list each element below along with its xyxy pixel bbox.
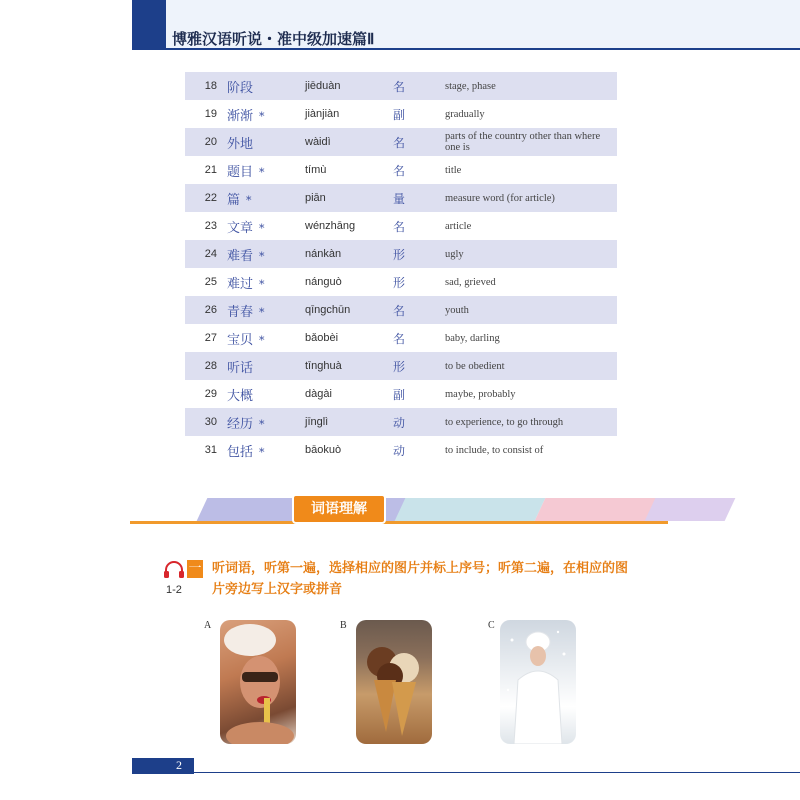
vocab-part-of-speech: 副	[393, 387, 406, 402]
vocab-part-of-speech: 量	[393, 191, 406, 206]
vocab-pinyin: wàidì	[305, 136, 331, 148]
vocab-hanzi: 文章	[227, 220, 254, 236]
vocab-definition: to experience, to go through	[445, 416, 564, 428]
vocab-word	[227, 245, 305, 264]
header-accent-block	[132, 0, 166, 50]
woman-lipstick-illustration	[220, 620, 296, 744]
vocab-row	[185, 240, 617, 268]
exercise-instruction: 听词语，听第一遍，选择相应的图片并标上序号；听第二遍，在相应的图片旁边写上汉字或拼音	[212, 561, 629, 597]
vocab-part-of-speech: 名	[393, 135, 406, 150]
section-title: 词语理解	[292, 494, 386, 524]
vocab-pinyin: nánguò	[305, 276, 342, 288]
section-tab-decoration	[645, 498, 736, 521]
vocab-row	[185, 296, 617, 324]
vocab-word	[227, 357, 305, 376]
vocab-number: 27	[204, 332, 217, 344]
vocab-word	[227, 77, 305, 96]
vocab-definition: parts of the country other than where one is	[445, 131, 601, 153]
vocab-hanzi: 题目	[227, 164, 254, 180]
vocab-hanzi: 渐渐	[227, 108, 254, 124]
vocab-hanzi: 听话	[227, 360, 254, 376]
vocab-number: 20	[204, 136, 217, 148]
vocab-definition: title	[445, 164, 462, 176]
vocab-star: *	[259, 249, 265, 263]
vocab-star: *	[259, 333, 265, 347]
vocab-hanzi: 大概	[227, 388, 254, 404]
vocab-star: *	[259, 109, 265, 123]
vocab-definition: youth	[445, 304, 469, 316]
vocab-word	[227, 189, 305, 208]
vocab-word	[227, 217, 305, 236]
vocab-word	[227, 273, 305, 292]
vocab-pinyin: qīngchūn	[305, 304, 351, 316]
vocab-number: 24	[204, 248, 217, 260]
vocab-part-of-speech: 名	[393, 79, 406, 94]
vocab-hanzi: 难过	[227, 276, 254, 292]
vocab-number: 25	[204, 276, 217, 288]
vocab-word	[227, 413, 305, 432]
vocab-row	[185, 352, 617, 380]
vocab-definition: maybe, probably	[445, 388, 516, 400]
vocab-pinyin: bāokuò	[305, 444, 342, 456]
vocab-word	[227, 105, 305, 124]
vocab-definition: sad, grieved	[445, 276, 496, 288]
page-number: 2	[176, 758, 182, 772]
vocab-part-of-speech: 动	[393, 415, 406, 430]
vocabulary-table	[185, 72, 617, 464]
vocab-hanzi: 经历	[227, 416, 254, 432]
vocab-part-of-speech: 名	[393, 163, 406, 178]
vocab-hanzi: 难看	[227, 248, 254, 264]
vocab-row	[185, 324, 617, 352]
footer-rule	[132, 772, 800, 773]
vocab-number: 23	[204, 220, 217, 232]
vocab-number: 30	[204, 416, 217, 428]
ice-cream-cones-illustration	[356, 620, 432, 744]
vocab-row	[185, 436, 617, 464]
exercise-number: 一	[188, 561, 202, 576]
vocab-part-of-speech: 名	[393, 331, 406, 346]
section-rule	[130, 521, 668, 524]
vocab-word	[227, 133, 305, 152]
page-header	[132, 0, 800, 50]
vocab-word	[227, 301, 305, 320]
vocab-star: *	[259, 221, 265, 235]
vocab-hanzi: 青春	[227, 304, 254, 320]
vocab-pinyin: wénzhāng	[305, 220, 356, 232]
vocab-number: 31	[204, 444, 217, 456]
vocab-hanzi: 包括	[227, 444, 254, 460]
vocab-number: 18	[204, 80, 217, 92]
vocab-number: 28	[204, 360, 217, 372]
vocab-part-of-speech: 形	[393, 247, 406, 262]
vocab-number: 26	[204, 304, 217, 316]
vocab-pinyin: nánkàn	[305, 248, 342, 260]
vocab-pinyin: piān	[305, 192, 326, 204]
vocab-row	[185, 156, 617, 184]
picture-label-c: C	[488, 620, 495, 631]
vocab-row	[185, 408, 617, 436]
picture-label-a: A	[204, 620, 212, 631]
vocab-row	[185, 128, 617, 156]
vocab-star: *	[246, 193, 252, 207]
vocab-star: *	[259, 277, 265, 291]
vocab-part-of-speech: 形	[393, 275, 406, 290]
vocab-row	[185, 184, 617, 212]
vocab-part-of-speech: 动	[393, 443, 406, 458]
vocab-pinyin: bǎobèi	[305, 332, 339, 344]
vocab-pinyin: jiànjiàn	[305, 108, 340, 120]
footer-accent	[132, 758, 194, 774]
vocab-row	[185, 100, 617, 128]
vocab-word	[227, 329, 305, 348]
vocab-part-of-speech: 名	[393, 303, 406, 318]
vocab-definition: to include, to consist of	[445, 444, 544, 456]
vocab-word	[227, 161, 305, 180]
section-tab-decoration	[395, 498, 546, 521]
headphones-icon	[163, 561, 185, 579]
vocab-pinyin: tīnghuà	[305, 360, 342, 372]
vocab-pinyin: jiēduàn	[305, 80, 341, 92]
vocab-pinyin: tímù	[305, 164, 327, 176]
picture-b	[356, 620, 432, 744]
vocab-hanzi: 外地	[227, 136, 254, 152]
vocab-definition: to be obedient	[445, 360, 505, 372]
vocab-star: *	[259, 417, 265, 431]
picture-label-b: B	[340, 620, 347, 631]
vocab-part-of-speech: 名	[393, 219, 406, 234]
vocab-number: 22	[204, 192, 217, 204]
vocab-definition: baby, darling	[445, 332, 500, 344]
picture-a	[220, 620, 296, 744]
vocab-definition: measure word (for article)	[445, 192, 555, 204]
woman-in-snow-illustration	[500, 620, 576, 744]
picture-c	[500, 620, 576, 744]
vocab-definition: gradually	[445, 108, 485, 120]
vocab-part-of-speech: 副	[393, 107, 406, 122]
vocab-star: *	[259, 305, 265, 319]
header-rule	[132, 48, 800, 50]
vocab-star: *	[259, 165, 265, 179]
vocab-number: 29	[204, 388, 217, 400]
book-title: 博雅汉语听说・准中级加速篇Ⅱ	[172, 32, 375, 48]
audio-track-number: 1-2	[166, 584, 182, 596]
vocab-hanzi: 宝贝	[227, 332, 254, 348]
section-divider	[130, 494, 670, 526]
vocab-word	[227, 385, 305, 404]
vocab-hanzi: 篇	[227, 192, 241, 208]
vocab-part-of-speech: 形	[393, 359, 406, 374]
vocab-definition: stage, phase	[445, 80, 496, 92]
vocab-row	[185, 268, 617, 296]
vocab-row	[185, 380, 617, 408]
vocab-star: *	[259, 445, 265, 459]
vocab-word	[227, 441, 305, 460]
vocab-number: 19	[204, 108, 217, 120]
vocab-pinyin: jīnglì	[305, 416, 329, 428]
vocab-definition: article	[445, 220, 472, 232]
vocab-number: 21	[204, 164, 217, 176]
vocab-row	[185, 212, 617, 240]
vocab-hanzi: 阶段	[227, 80, 254, 96]
vocab-pinyin: dàgài	[305, 388, 332, 400]
vocab-definition: ugly	[445, 248, 464, 260]
vocab-row	[185, 72, 617, 100]
